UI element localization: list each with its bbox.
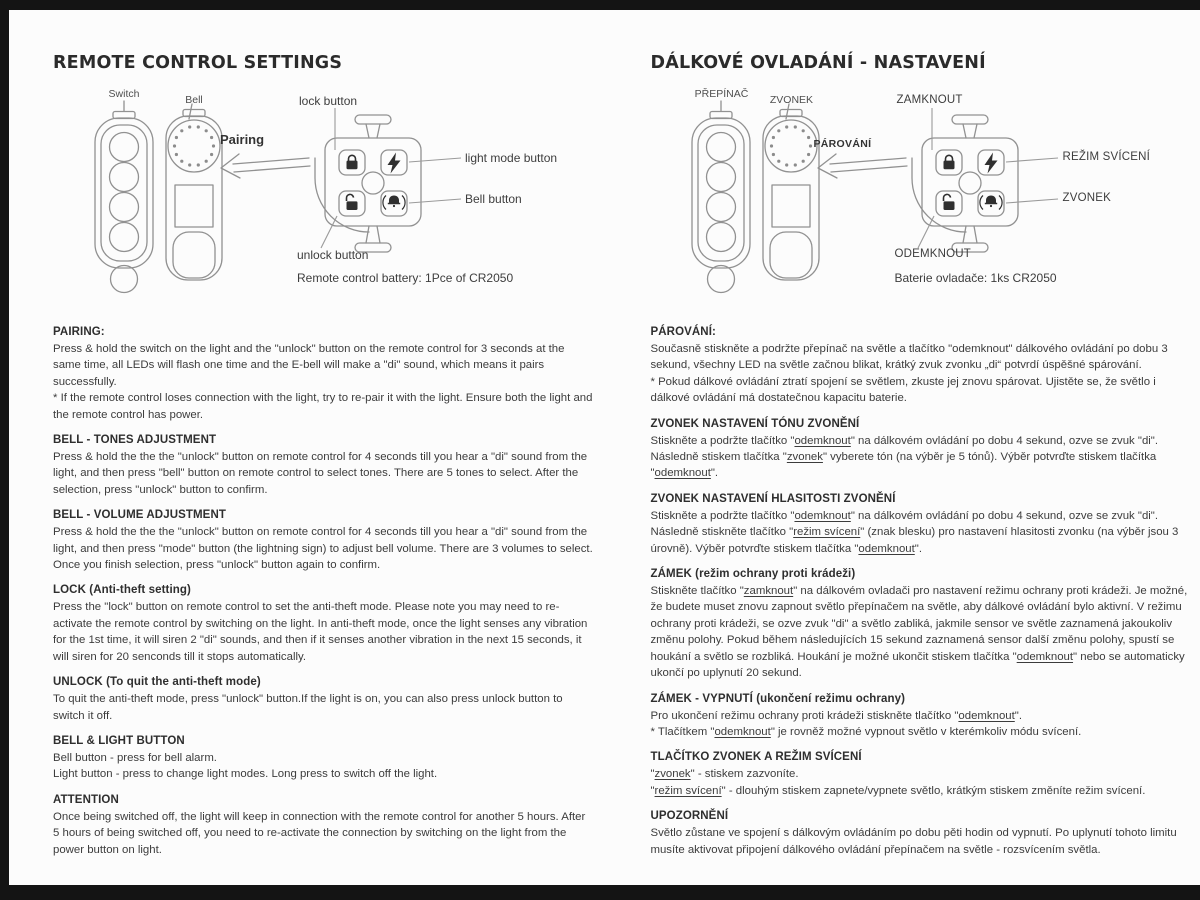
section-heading: LOCK (Anti-theft setting) [53, 584, 191, 597]
manual-section [53, 676, 594, 724]
manual-section [650, 418, 1190, 482]
unlock-button-label: unlock button [297, 248, 369, 262]
light-mode-button-label: REŽIM SVÍCENÍ [1062, 151, 1151, 163]
section-heading: BELL & LIGHT BUTTON [53, 734, 185, 747]
section-body: Press & hold the the the "unlock" button on remote control for 4 seconds till you hear a "di" sound from the light, and then press "mode" button (the lightning sign) to adjust bell volume. There are 3 volumes to select. Once you finish selection, press "unlock" button again to confirm. [53, 526, 593, 572]
bell-icon [383, 196, 405, 210]
pairing-label: PÁROVÁNÍ [813, 138, 872, 150]
section-heading: PÁROVÁNÍ: [650, 326, 716, 338]
unlock-icon [346, 194, 357, 210]
section-body: Současně stiskněte a podržte přepínač na světle a tlačítko "odemknout" dálkového ovládání po dobu 3 sekund, všechny LED na světle začnou blikat, krátký zvuk zvonku „di“ potvrdí úspěšné spárování. * Pokud dálkové ovládání ztratí spojení se světlem, zkuste jej znovu spárovat. Ujistěte se, že světlo i dálkové ovládání má dostatečnou kapacitu baterie. [650, 343, 1168, 405]
section-body: Once being switched off, the light will keep in connection with the remote control for another 5 hours. After 5 hours of being switched off, you need to re-activate the connection by switching on the light from the power button on light. [53, 810, 586, 856]
bell-device-label: ZVONEK [769, 94, 814, 106]
unlock-icon [944, 194, 955, 210]
section-heading: TLAČÍTKO ZVONEK A REŽIM SVÍCENÍ [650, 751, 862, 764]
manual-section [650, 751, 1190, 799]
battery-note: Baterie ovladače: 1ks CR2050 [894, 271, 1057, 285]
lightning-icon [985, 153, 998, 174]
section-heading: ZÁMEK - VYPNUTÍ (ukončení režimu ochrany) [650, 692, 906, 705]
english-column [53, 38, 594, 885]
battery-note: Remote control battery: 1Pce of CR2050 [297, 271, 514, 285]
section-heading: BELL - VOLUME ADJUSTMENT [53, 509, 226, 522]
manual-section [650, 810, 1190, 858]
lock-icon [944, 155, 955, 169]
section-heading: ZVONEK NASTAVENÍ TÓNU ZVONĚNÍ [650, 417, 860, 430]
section-heading: ZÁMEK (režim ochrany proti krádeži) [650, 568, 856, 581]
manual-section [650, 493, 1190, 557]
devices-diagram-en [53, 88, 594, 300]
section-body: Press the "lock" button on remote control to set the anti-theft mode. Please note you may need to re-activate the remote control by switching on the light. In anti-theft mode, once the light senses any vibration for the 1st time, it will siren 2 "di" sounds, and then if it senses another vibration in the next 15 seconds, it will siren for 20 senconds till it stops automatically. [53, 601, 588, 663]
section-body: Pro ukončení režimu ochrany proti krádeži stiskněte tlačítko "odemknout". * Tlačítkem "odemknout" je rovněž možné vypnout světlo v kterémkoliv módu svícení. [650, 709, 1082, 738]
sections-czech [650, 326, 1190, 858]
czech-column [650, 38, 1190, 885]
manual-section [53, 584, 594, 665]
section-heading: BELL - TONES ADJUSTMENT [53, 434, 217, 447]
section-heading: UNLOCK (To quit the anti-theft mode) [53, 676, 261, 689]
section-body: Press & hold the switch on the light and the "unlock" button on the remote control for 3 seconds at the same time, all LEDs will flash one time and the E-bell will make a "di" sound, which means it pairs successfully. * If the remote control loses connection with the light, try to re-pair it with the light. Ensure both the light and the remote control has power. [53, 343, 593, 421]
manual-section [53, 434, 594, 498]
section-heading: UPOZORNĚNÍ [650, 810, 729, 823]
bell-button-label: Bell button [465, 192, 522, 206]
switch-label: PŘEPÍNAČ [694, 88, 749, 100]
pairing-label: Pairing [220, 132, 265, 147]
page-title-cz: DÁLKOVÉ OVLADÁNÍ - NASTAVENÍ [650, 53, 986, 73]
section-body: Stiskněte a podržte tlačítko "odemknout" na dálkovém ovládání po dobu 4 sekund, ozve se zvuk "di". Následně stiskněte tlačítko "režim svícení" (znak blesku) pro nastavení hlasitosti zvonku (na výběr jsou 3 úrovně). Výběr potvrďte stiskem tlačítka "odemknout". [650, 509, 1179, 555]
section-body: "zvonek" - stiskem zazvoníte. "režim svícení" - dlouhým stiskem zapnete/vypnete světlo, krátkým stiskem změníte režim svícení. [650, 768, 1146, 797]
section-heading: PAIRING: [53, 326, 105, 338]
unlock-button-label: ODEMKNOUT [894, 248, 972, 260]
section-body: Stiskněte a podržte tlačítko "odemknout" na dálkovém ovládání po dobu 4 sekund, ozve se zvuk "di". Následně stiskem tlačítka "zvonek" vyberete tón (na výběr je 5 tónů). Výběr potvrďte stiskem tlačítka "odemknout". [650, 434, 1159, 480]
section-body: To quit the anti-theft mode, press "unlock" button.If the light is on, you can also press unlock button to switch it off. [53, 693, 563, 722]
manual-section [53, 794, 594, 858]
section-body: Bell button - press for bell alarm. Light button - press to change light modes. Long press to switch off the light. [53, 751, 438, 781]
section-heading: ZVONEK NASTAVENÍ HLASITOSTI ZVONĚNÍ [650, 492, 896, 505]
bell-icon [980, 196, 1002, 210]
manual-section [650, 568, 1190, 681]
manual-section [650, 693, 1190, 741]
devices-line-drawing [650, 88, 1196, 300]
bell-button-label: ZVONEK [1062, 192, 1111, 204]
lightning-icon [388, 153, 401, 174]
sections-english [53, 326, 594, 858]
manual-section [53, 735, 594, 783]
section-body: Press & hold the the the "unlock" button on remote control for 4 seconds till you hear a "di" sound from the light, and then press "bell" button on remote control to select tones. There are 5 tones to select. After the selection, press "unlock" button to confirm. [53, 451, 588, 496]
lock-button-label: ZAMKNOUT [896, 94, 963, 106]
section-body: Stiskněte tlačítko "zamknout" na dálkovém ovladači pro nastavení režimu ochrany proti krádeži. Je možné, že budete muset znovu zapnout světlo přepínačem na světle, aby dálkové ovládání bylo aktivní. V režimu ochrany proti krádeži, se ozve zvuk "di" a světlo zabliká, jakmile sensor ve světle zaznamená jakoukoliv změnu polohy. Pokud během následujících 15 sekund zaznamená sensor další změnu polohy, spustí se houkání a světlo se rozbliká. Houkání je možné ukončit stiskem tlačítka "odemknout" nebo se automaticky ukončí po uplynutí 20 sekund. [650, 585, 1188, 680]
manual-section [53, 509, 594, 573]
section-heading: ATTENTION [53, 793, 119, 806]
lock-button-label: lock button [299, 94, 358, 108]
devices-diagram-cz [650, 88, 1190, 300]
section-body: Světlo zůstane ve spojení s dálkovým ovládáním po dobu pěti hodin od vypnutí. Po uplynutí tohoto limitu musíte aktivovat připojení dálkového ovládání přepínačem na světle - rozsvícením světla. [650, 827, 1177, 856]
lock-icon [347, 155, 358, 169]
switch-label: Switch [108, 88, 140, 100]
manual-section [650, 326, 1190, 407]
bell-device-label: Bell [185, 94, 203, 106]
light-mode-button-label: light mode button [465, 151, 558, 165]
page-title-en: REMOTE CONTROL SETTINGS [53, 53, 343, 73]
manual-section [53, 326, 594, 423]
